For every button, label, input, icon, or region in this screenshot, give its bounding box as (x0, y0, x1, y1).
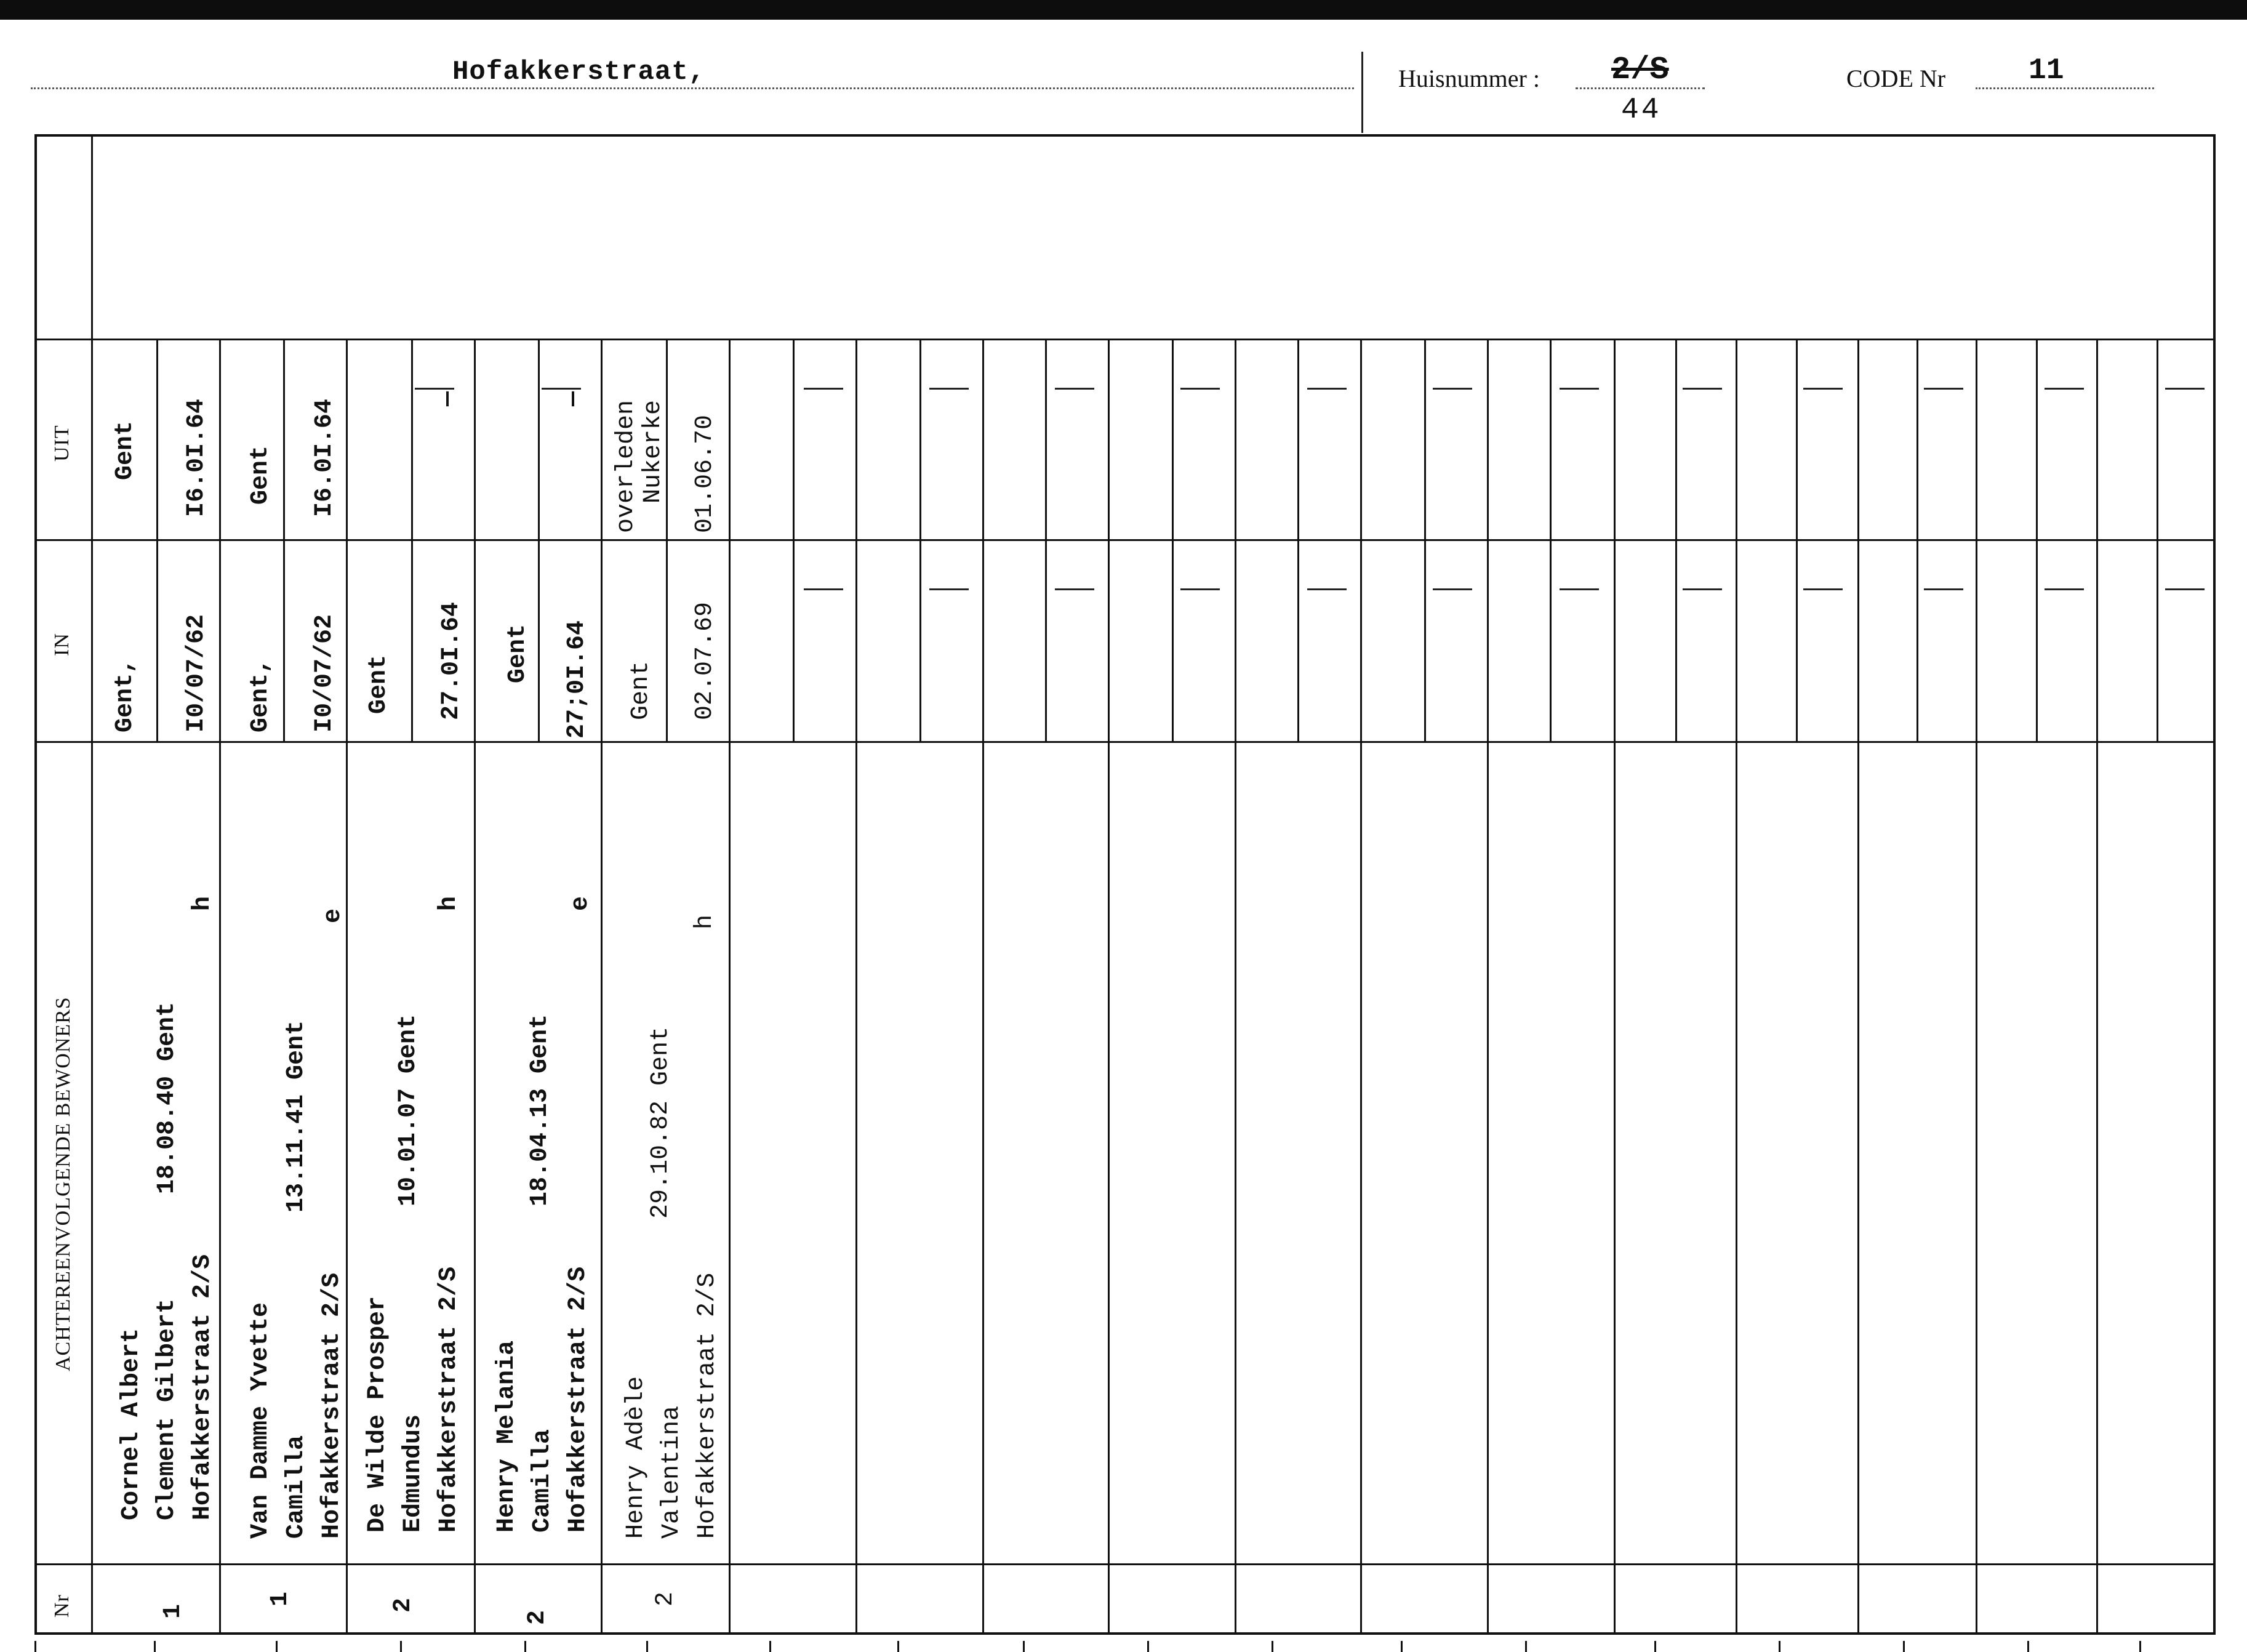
code-value: 11 (2029, 54, 2064, 87)
street-dotted-line (31, 87, 1354, 89)
uit-label: UIT (50, 425, 73, 462)
street-name: Hofakkerstraat, (452, 57, 706, 87)
empty-dash (1683, 588, 1722, 590)
entry-2-out-place: Gent (247, 445, 274, 505)
entry-2-mark: e (319, 908, 347, 923)
empty-dash (1433, 588, 1472, 590)
sub-column-divider (1045, 339, 1047, 741)
nr-label: Nr (50, 1594, 73, 1618)
bottom-tick (1401, 1641, 1403, 1652)
column-divider (2096, 339, 2098, 1635)
entry-1-in-place: Gent, (111, 658, 139, 732)
sub-column-divider (1550, 339, 1552, 741)
house-number-new: 44 (1621, 94, 1662, 127)
entry-3-nr: 2 (390, 1597, 417, 1613)
house-number-dotted-line (1576, 87, 1705, 89)
bottom-tick (769, 1641, 771, 1652)
bottom-tick (1272, 1641, 1273, 1652)
sub-column-divider (156, 339, 158, 741)
empty-dash (1055, 588, 1094, 590)
empty-dash (929, 588, 969, 590)
entry-1-out-date: I6.0I.64 (183, 398, 210, 517)
column-divider (1487, 339, 1489, 1635)
empty-dash (1560, 588, 1599, 590)
entry-4-mark: e (567, 896, 595, 911)
entry-4-name-line-3: Hofakkerstraat 2/S (564, 1266, 592, 1533)
sub-column-divider (1172, 339, 1174, 741)
entry-3-in-date: 27.0I.64 (438, 601, 465, 720)
sub-column-divider (1917, 339, 1918, 741)
entry-4-name-line-1: Henry Melania (493, 1340, 521, 1533)
sub-column-divider (793, 339, 795, 741)
sub-column-divider (1424, 339, 1426, 741)
empty-dash (2045, 388, 2084, 390)
column-divider (1736, 339, 1737, 1635)
sub-column-divider (1675, 339, 1677, 741)
bottom-tick (1023, 1641, 1025, 1652)
column-divider (474, 339, 476, 1635)
entry-2-in-date: I0/07/62 (311, 614, 338, 732)
uit-in-left-line-b (34, 539, 91, 541)
bottom-tick (2027, 1641, 2029, 1652)
sub-column-divider (411, 339, 413, 741)
entry-4-birth: 18.04.13 Gent (526, 1014, 554, 1206)
entry-5-name-line-3: Hofakkerstraat 2/S (694, 1272, 721, 1539)
empty-dash (1803, 388, 1843, 390)
sub-column-divider (666, 339, 668, 741)
entry-5-in-date: 02.07.69 (691, 601, 719, 720)
entry-2-birth: 13.11.41 Gent (282, 1020, 310, 1213)
entry-1-name-line-3: Hofakkerstraat 2/S (189, 1254, 217, 1520)
bottom-tick (2139, 1641, 2141, 1652)
entry-1-mark: h (189, 896, 217, 911)
empty-dash (1924, 388, 1963, 390)
bottom-tick (400, 1641, 402, 1652)
column-divider (982, 339, 984, 1635)
sub-column-divider (2157, 339, 2158, 741)
bottom-tick (897, 1641, 899, 1652)
header-separator (1361, 52, 1363, 133)
entry-2-nr: 1 (266, 1591, 294, 1606)
code-dotted-line (1976, 87, 2154, 89)
empty-dash (542, 388, 581, 390)
entry-2-name-line-2: Camilla (282, 1435, 310, 1539)
entry-2-out-date: I6.0I.64 (311, 398, 338, 517)
label-column-divider (91, 134, 93, 1635)
bottom-tick (154, 1641, 156, 1652)
entry-5-mark: h (691, 914, 719, 929)
empty-dash (804, 588, 843, 590)
in-top-line (91, 539, 2214, 541)
entry-1-name-line-2: Clement Gilbert (153, 1298, 181, 1520)
entry-2-in-place: Gent, (247, 658, 274, 732)
column-divider (1857, 339, 1859, 1635)
empty-dash (929, 388, 969, 390)
empty-dash (415, 388, 454, 390)
column-divider (1614, 339, 1616, 1635)
entry-5-nr: 2 (652, 1591, 679, 1606)
nr-top-line (34, 1563, 2216, 1565)
bottom-tick (1654, 1641, 1656, 1652)
sub-column-divider (1796, 339, 1798, 741)
sub-column-divider (283, 339, 285, 741)
bottom-tick (1779, 1641, 1780, 1652)
entry-1-birth: 18.08.40 Gent (153, 1001, 181, 1194)
entry-3-birth: 10.01.07 Gent (395, 1014, 422, 1206)
entry-5-out-date: 01.06.70 (691, 414, 719, 533)
house-number-old: 2/S (1611, 52, 1669, 88)
sub-column-divider (538, 339, 540, 741)
entry-3-name-line-2: Edmundus (399, 1414, 427, 1533)
empty-dash (1307, 588, 1347, 590)
empty-dash (2045, 588, 2084, 590)
entry-3-out-dash: — (434, 391, 462, 406)
column-divider (729, 339, 731, 1635)
bottom-tick (524, 1641, 526, 1652)
entry-1-name-line-1: Cornel Albert (118, 1328, 145, 1520)
entry-3-name-line-1: De Wilde Prosper (364, 1296, 391, 1533)
entry-3-in-place: Gent (365, 654, 393, 714)
empty-dash (1683, 388, 1722, 390)
sub-column-divider (1297, 339, 1299, 741)
bottom-tick (1147, 1641, 1149, 1652)
entry-5-name-line-1: Henry Adèle (622, 1376, 650, 1539)
column-divider (855, 339, 857, 1635)
entry-5-out-place: overleden Nukerke (612, 399, 667, 533)
entry-2-name-line-3: Hofakkerstraat 2/S (318, 1272, 346, 1539)
bottom-tick (1903, 1641, 1905, 1652)
entry-1-nr: 1 (159, 1603, 187, 1619)
residents-top-line (34, 741, 2216, 743)
bottom-tick (646, 1641, 648, 1652)
entry-5-name-line-2: Valentina (658, 1405, 686, 1539)
empty-dash (1924, 588, 1963, 590)
entry-3-mark: h (435, 896, 463, 911)
empty-dash (1180, 388, 1220, 390)
top-border-bar (0, 0, 2247, 20)
uit-in-left-line-a (34, 339, 91, 340)
empty-dash (1433, 388, 1472, 390)
column-divider (1235, 339, 1236, 1635)
entry-4-nr: 2 (524, 1610, 551, 1625)
entry-1-in-date: I0/07/62 (183, 614, 210, 732)
empty-dash (1803, 588, 1843, 590)
residents-label: ACHTEREENVOLGENDE BEWONERS (52, 996, 74, 1371)
empty-dash (1180, 588, 1220, 590)
entry-2-name-line-1: Van Damme Yvette (247, 1302, 274, 1539)
empty-dash (804, 388, 843, 390)
code-label: CODE Nr (1846, 65, 1946, 92)
bottom-tick (276, 1641, 278, 1652)
column-divider (601, 339, 603, 1635)
sub-column-divider (919, 339, 921, 741)
entry-5-birth: 29.10.82 Gent (647, 1026, 675, 1219)
column-divider (1108, 339, 1110, 1635)
empty-dash (1307, 388, 1347, 390)
column-divider (1360, 339, 1362, 1635)
entry-4-in-place: Gent (504, 624, 532, 683)
uit-top-line (91, 339, 2214, 340)
entry-3-name-line-3: Hofakkerstraat 2/S (435, 1266, 463, 1533)
sub-column-divider (2036, 339, 2038, 741)
empty-dash (1055, 388, 1094, 390)
entry-5-in-place: Gent (627, 660, 655, 720)
entry-4-out-dash: — (559, 391, 587, 406)
empty-dash (2165, 388, 2205, 390)
bottom-tick (34, 1641, 36, 1652)
empty-dash (1560, 388, 1599, 390)
house-number-label: Huisnummer : (1398, 65, 1540, 92)
entry-1-out-place: Gent (111, 420, 139, 480)
empty-dash (2165, 588, 2205, 590)
entry-4-name-line-2: Camilla (529, 1429, 556, 1533)
bottom-tick (1525, 1641, 1527, 1652)
column-divider (1976, 339, 1977, 1635)
entry-4-in-date: 27;0I.64 (563, 620, 591, 739)
in-label: IN (50, 633, 73, 656)
